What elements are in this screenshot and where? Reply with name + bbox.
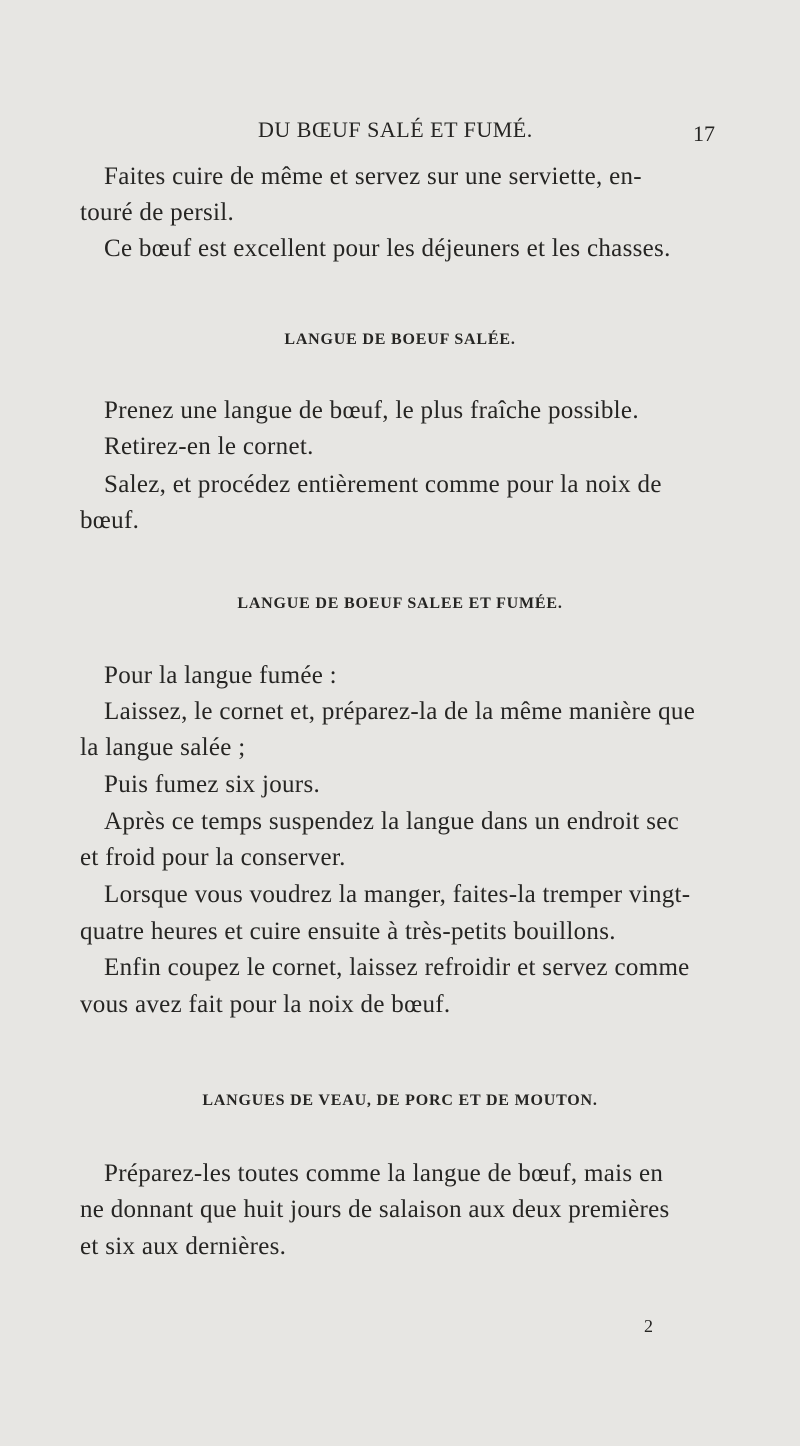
text-line: Faites cuire de même et servez sur une serviette, en- — [104, 163, 642, 190]
text-line: vous avez fait pour la noix de bœuf. — [80, 991, 451, 1018]
section-heading: LANGUE DE BOEUF SALÉE. — [284, 331, 516, 348]
text-line: et froid pour la conserver. — [80, 844, 346, 871]
text-line: Puis fumez six jours. — [104, 771, 321, 798]
text-line: bœuf. — [80, 507, 140, 534]
text-line: ne donnant que huit jours de salaison aux deux premières — [80, 1196, 670, 1223]
text-line: Préparez-les toutes comme la langue de bœuf, mais en — [104, 1160, 664, 1187]
text-line: touré de persil. — [80, 199, 235, 226]
text-line: Retirez-en le cornet. — [104, 433, 314, 460]
text-line: Après ce temps suspendez la langue dans un endroit sec — [104, 808, 680, 835]
text-line: Enfin coupez le cornet, laissez refroidir et servez comme — [104, 954, 690, 981]
text-line: Prenez une langue de bœuf, le plus fraîche possible. — [104, 397, 639, 424]
page-number: 17 — [693, 121, 715, 146]
section-heading: LANGUES DE VEAU, DE PORC ET DE MOUTON. — [202, 1092, 598, 1109]
text-line: la langue salée ; — [80, 734, 246, 761]
section-heading: LANGUE DE BOEUF SALEE ET FUMÉE. — [237, 595, 563, 612]
text-line: Laissez, le cornet et, préparez-la de la même manière que — [104, 698, 696, 725]
running-head: DU BŒUF SALÉ ET FUMÉ. — [258, 117, 533, 142]
text-line: Salez, et procédez entièrement comme pour la noix de — [104, 471, 662, 498]
text-line: quatre heures et cuire ensuite à très-petits bouillons. — [80, 918, 616, 945]
signature-mark: 2 — [644, 1316, 653, 1336]
text-line: Ce bœuf est excellent pour les déjeuners et les chasses. — [104, 235, 671, 262]
text-line: Pour la langue fumée : — [104, 662, 337, 689]
text-line: Lorsque vous voudrez la manger, faites-la tremper vingt- — [104, 881, 691, 908]
text-line: et six aux dernières. — [80, 1233, 287, 1260]
